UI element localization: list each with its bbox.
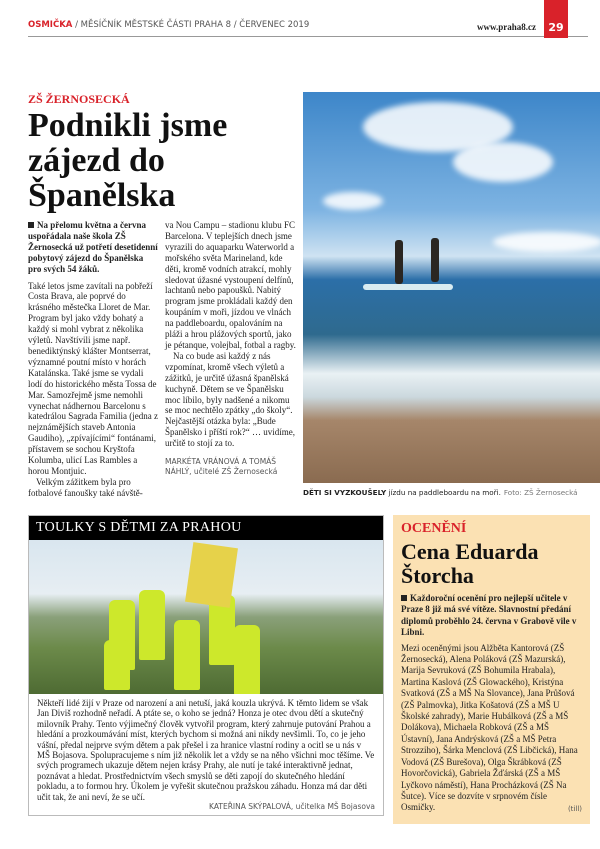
bullet-square-icon [28,222,34,228]
children-group-photo [29,540,383,694]
oceneni-title: Cena Eduarda Štorcha [401,539,539,588]
article-paragraph: Také letos jsme zavítali na pobřeží Costa Brava, ale poprvé do krásného městečka Lloret de Mar. Program byl jako vždy bohatý a každý si mohl vybrat z několika výletů. Navštívili jsme např. benediktýnský klášter Montserrat, významné poutní místo v horách Katalánska. Také jsme se vydali lodí do historického města Tossa de Mar. Samozřejmě jsme nemohli vynechat nádhernou Barcelonu s katedrálou Sagrada Familia (jedna z nejznámějších staveb Antonia Gaudiho), „zpívajícími“ fontánami, přístavem se sochou Kryštofa Kolumba, ulicí Las Rambles a horou Montjuic. [28,280,158,476]
photo-caption: DĚTI SI VYZKOUŠELY jízdu na paddleboardu na moři. Foto: ZŠ Žernosecká [303,488,578,497]
bullet-square-icon [401,595,407,601]
article-column-1 [28,220,158,499]
author-initials: (till) [567,805,582,814]
article-headline: Podnikli jsme zájezd do Španělska [28,107,228,214]
article-kicker: ZŠ ŽERNOSECKÁ [28,92,130,106]
page-number: 29 [544,0,568,38]
oceneni-kicker: OCENĚNÍ [401,521,467,536]
article-author: MARKÉTA VRÁNOVÁ A TOMÁŠ NÁHLÝ, učitelé ZŠ Žernosecká [165,457,278,477]
toulky-author: KATEŘINA SKÝPALOVÁ, učitelka MŠ Bojasova [209,802,375,812]
toulky-title: TOULKY S DĚTMI ZA PRAHOU [29,516,383,540]
photo-credit: Foto: ZŠ Žernosecká [503,488,578,497]
oceneni-body: Mezi oceněnými jsou Alžběta Kantorová (ZŠ Žernosecká), Alena Poláková (ZŠ Mazurská), Marija Sevruková (ZŠ Bohumila Hrabala), Martina Kaslová (ZŠ Glowackého), Kristýna Svatková (ZŠ a MŠ Na Slovance), Jana Průšová (ZŠ Palmovka), Jitka Košatová (ZŠ a MŠ U Školské zahrady), Marie Hubálková (ZŠ a MŠ Dolákova), Michaela Robková (ZŠ a MŠ Ústavní), Jana Andrýsková (ZŠ a MŠ Petra Strozziho), Šárka Menclová (ZŠ Libčická), Hana Vodová (ZŠ Burešova), Olga Škrábková (ZŠ Hovorčovická), Gabriela Žďárská (ZŠ a MŠ Lyčkovo náměstí), Hana Procházková (ZŠ Na Šutce). Více se dozvíte v srpnovém čísle Osmičky. (till) [401,643,582,814]
article-column-2 [165,220,297,477]
magazine-brand: OSMIČKA [28,20,73,30]
paddleboard-photo [303,92,600,483]
article-paragraph: Velkým zážitkem byla pro fotbalové fanoušky také návště- [28,476,143,498]
article-lead: Na přelomu května a června uspořádala naše škola ZŠ Žernosecká už potřetí desetidenní pobytový zájezd do Španělska pro svých 54 žáků. [28,220,158,274]
page-header [28,20,588,37]
website-link[interactable]: www.praha8.cz [477,22,536,32]
toulky-box [28,515,384,816]
article-paragraph: Na co bude asi každý z nás vzpomínat, kromě všech výletů a zážitků, je určitě úžasná španělská kuchyně. Dětem se ve Španělsku moc líbilo, byly nadšené a nikomu se moc nechtělo zpátky „do školy“. Nejčastější otázka byla: „Bude Španělsko i příští rok?“ … uvidíme, určitě to stojí za to. [165,350,295,449]
article-paragraph: va Nou Campu – stadionu klubu FC Barcelona. V teplejších dnech jsme vyrazili do aquaparku Waterworld a mořského světa Marineland, kde děti, kromě vodních atrakcí, mohly sledovat úžasné vystoupení delfínů, lachtanů nebo papoušků. Nabitý program jsme prokládali každý den koupáním v moři, jízdou ve vlnách na paddleboardu, opalováním na pláži a hrou plážových sportů, jako je pétanque, volejbal, fotbal a ragby. [165,220,296,350]
header-subtitle: / MĚSÍČNÍK MĚSTSKÉ ČÁSTI PRAHA 8 / ČERVENEC 2019 [72,20,310,30]
oceneni-box [393,515,590,824]
toulky-text: Někteří lidé žijí v Praze od narození a ani netuší, jaká kouzla ukrývá. K těmto lidem se však Jan Diviš rozhodně neřadí. A ptáte se, o koho se jedná? Honza je otec dvou dětí a skutečný milovník Prahy. Tento výjimečný člověk vytvořil program, který zahrnuje putování Prahou a hledání a prozkoumávání míst, kterých bychom si možná ani nikdy nevšimli. To, co je jeho vášní, předal nejprve svým dětem a pak přešel i za hranice vlastní rodiny a ocitl se u nás v MŠ Bojasova. Spolupracujeme s ním již několik let a vždy se na něho všichni moc těšíme. Ve svých programech ukazuje dětem nejen krásy Prahy, ale nutí je také interaktivně jednat, poznávat a hledat. Prostřednictvím všech smyslů se děti zapojí do skutečného hledání pokladu, a to formou hry. Úkolem je vyřešit skutečnou pražskou záhadu. Honza má dar děti učit tak, že ani neví, že se učí. [37,698,375,802]
oceneni-lead: Každoroční ocenění pro nejlepší učitele v Praze 8 již má své vítěze. Slavnostní předání diplomů proběhlo 24. června v Grabově vile v Libni. [401,593,577,638]
